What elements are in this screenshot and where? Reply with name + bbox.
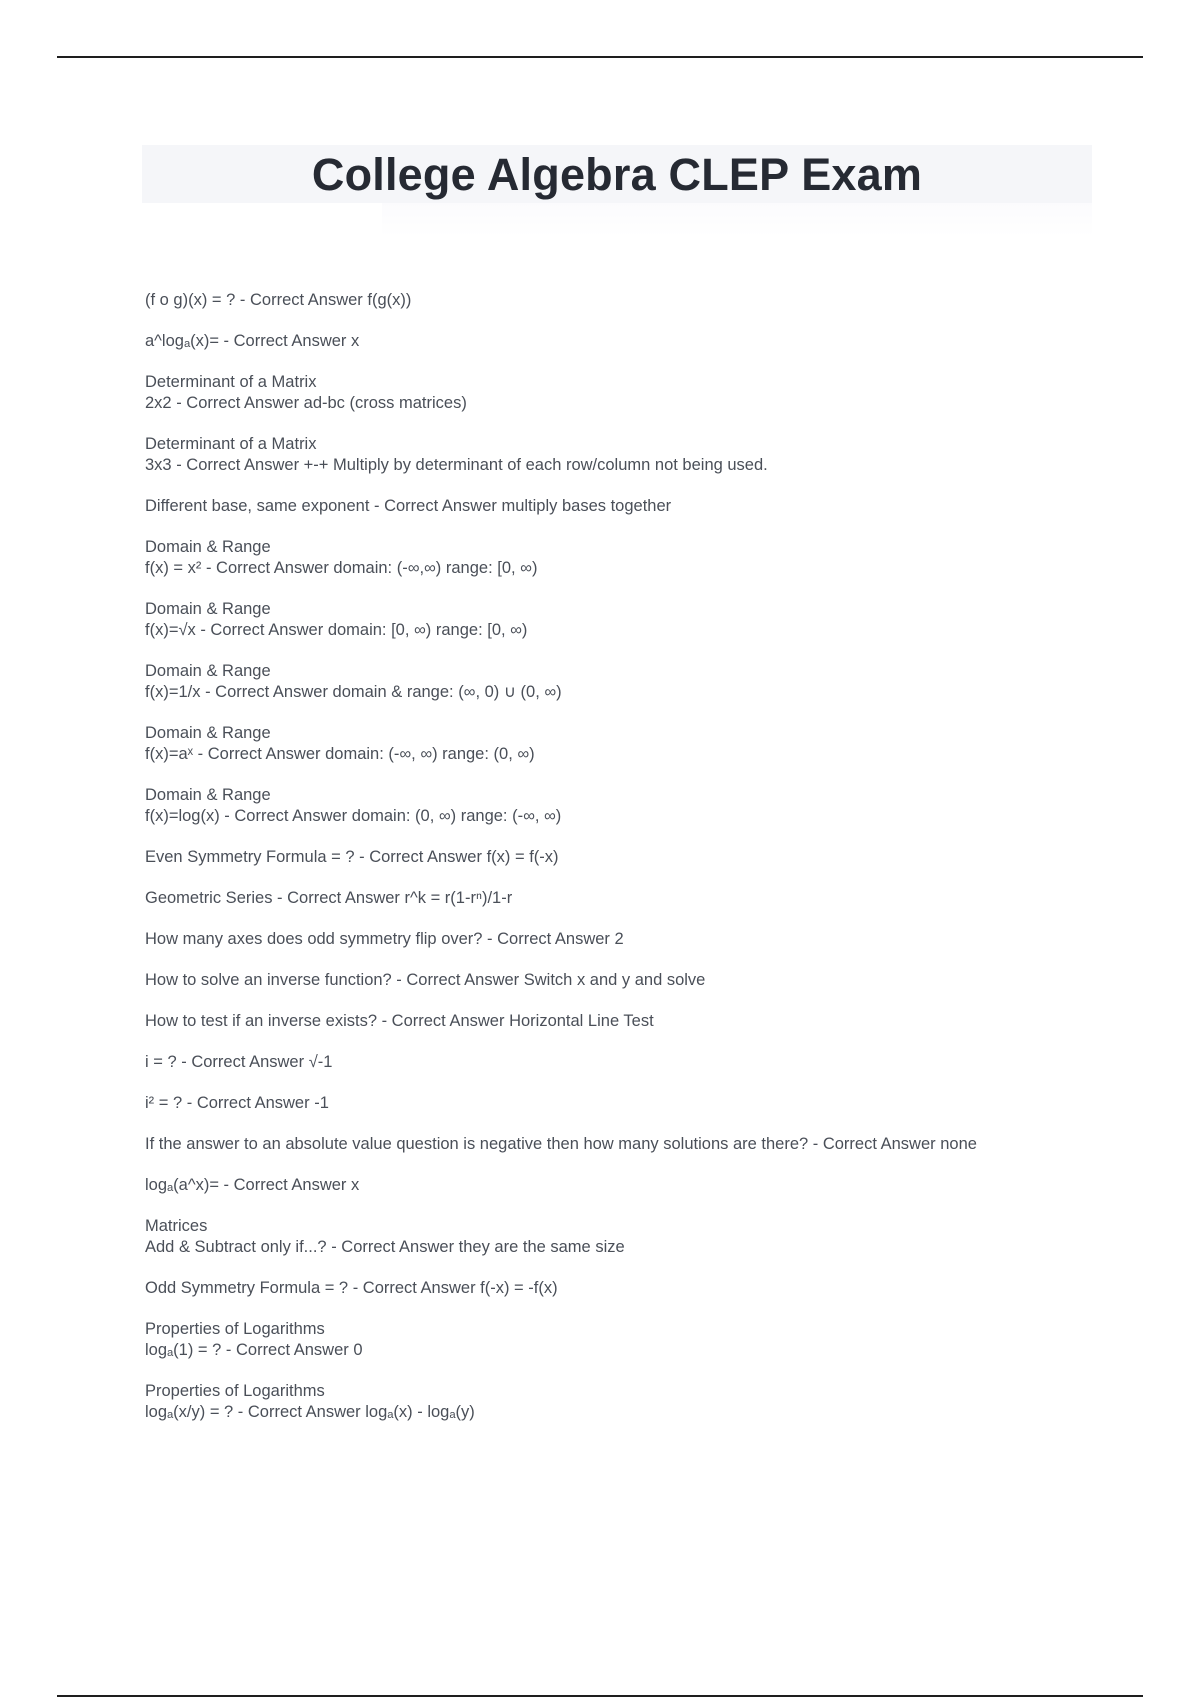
flashcard-question: logₐ(1) = ? xyxy=(145,1341,222,1359)
flashcard-question: How many axes does odd symmetry flip over? xyxy=(145,930,483,948)
flashcard-answer: f(g(x)) xyxy=(367,291,412,309)
flashcard-line xyxy=(145,331,1085,352)
flashcard-line xyxy=(145,1340,1085,1361)
flashcard-heading: Determinant of a Matrix xyxy=(145,435,317,453)
flashcard-line xyxy=(145,290,1085,311)
flashcard-item xyxy=(145,1052,1085,1073)
flashcard-line xyxy=(145,1093,1085,1114)
flashcard-line xyxy=(145,1052,1085,1073)
flashcard-question: f(x)=√x xyxy=(145,621,196,639)
flashcard-item xyxy=(145,1175,1085,1196)
flashcard-line xyxy=(145,682,1085,703)
answer-separator: - Correct Answer xyxy=(221,1341,354,1359)
flashcard-answer: none xyxy=(940,1135,977,1153)
flashcard-question: f(x)=aˣ xyxy=(145,745,194,763)
title-banner xyxy=(142,145,1092,203)
flashcard-answer: x xyxy=(351,332,360,350)
flashcard-heading: Domain & Range xyxy=(145,600,271,618)
flashcard-answer: 0 xyxy=(353,1341,363,1359)
flashcard-line xyxy=(145,847,1085,868)
answer-separator: - Correct Answer xyxy=(200,683,333,701)
flashcard-answer: -1 xyxy=(314,1094,329,1112)
flashcard-question: f(x) = x² xyxy=(145,559,202,577)
flashcard-question: Even Symmetry Formula = ? xyxy=(145,848,355,866)
flashcard-answer: r^k = r(1-rⁿ)/1-r xyxy=(404,889,513,907)
flashcard-question: 3x3 xyxy=(145,456,172,474)
flashcard-question: How to test if an inverse exists? xyxy=(145,1012,378,1030)
flashcard-item xyxy=(145,1011,1085,1032)
flashcard-item xyxy=(145,1216,1085,1258)
flashcard-heading: Domain & Range xyxy=(145,724,271,742)
flashcard-line xyxy=(145,1278,1085,1299)
flashcard-answer: 2 xyxy=(614,930,624,948)
answer-separator: - Correct Answer xyxy=(233,1403,366,1421)
flashcard-question: Add & Subtract only if...? xyxy=(145,1238,327,1256)
answer-separator: - Correct Answer xyxy=(171,394,304,412)
answer-separator: - Correct Answer xyxy=(377,1012,510,1030)
answer-separator: - Correct Answer xyxy=(195,621,328,639)
flashcard-item xyxy=(145,888,1085,909)
flashcard-question: i² = ? xyxy=(145,1094,183,1112)
flashcard-question: (f o g)(x) = ? xyxy=(145,291,236,309)
flashcard-answer: domain: (-∞,∞) range: [0, ∞) xyxy=(333,559,538,577)
flashcard-line xyxy=(145,1402,1085,1423)
flashcard-item xyxy=(145,1134,1085,1155)
flashcard-answer: they are the same size xyxy=(458,1238,625,1256)
flashcard-line xyxy=(145,558,1085,579)
flashcard-question: Odd Symmetry Formula = ? xyxy=(145,1279,349,1297)
flashcard-heading: Matrices xyxy=(145,1217,208,1235)
flashcard-item xyxy=(145,290,1085,311)
flashcard-item xyxy=(145,1278,1085,1299)
flashcard-answer: multiply bases together xyxy=(501,497,672,515)
flashcard-answer: f(-x) = -f(x) xyxy=(480,1279,558,1297)
flashcard-question: If the answer to an absolute value question is negative then how many solutions are there? xyxy=(145,1135,809,1153)
flashcard-list xyxy=(145,290,1085,1443)
answer-separator: - Correct Answer xyxy=(354,848,487,866)
answer-separator: - Correct Answer xyxy=(482,930,615,948)
answer-separator: - Correct Answer xyxy=(808,1135,941,1153)
flashcard-item xyxy=(145,372,1085,414)
flashcard-heading: Domain & Range xyxy=(145,538,271,556)
flashcard-question: i = ? xyxy=(145,1053,177,1071)
flashcard-question: f(x)=1/x xyxy=(145,683,201,701)
answer-separator: - Correct Answer xyxy=(348,1279,481,1297)
flashcard-line xyxy=(145,888,1085,909)
answer-separator: - Correct Answer xyxy=(176,1053,309,1071)
flashcard-question: logₐ(a^x)= xyxy=(145,1176,219,1194)
answer-separator: - Correct Answer xyxy=(182,1094,315,1112)
flashcard-heading: Domain & Range xyxy=(145,786,271,804)
flashcard-answer: Switch x and y and solve xyxy=(523,971,706,989)
top-rule xyxy=(57,56,1143,58)
flashcard-line xyxy=(145,1011,1085,1032)
flashcard-item xyxy=(145,1093,1085,1114)
answer-separator: - Correct Answer xyxy=(326,1238,459,1256)
flashcard-line xyxy=(145,970,1085,991)
flashcard-item xyxy=(145,1319,1085,1361)
flashcard-item xyxy=(145,331,1085,352)
flashcard-question: Different base, same exponent xyxy=(145,497,370,515)
flashcard-answer: domain & range: (∞, 0) ∪ (0, ∞) xyxy=(332,683,562,701)
answer-separator: - Correct Answer xyxy=(391,971,524,989)
flashcard-item xyxy=(145,496,1085,517)
flashcard-item xyxy=(145,723,1085,765)
bottom-rule xyxy=(57,1695,1143,1697)
flashcard-line xyxy=(145,744,1085,765)
flashcard-item xyxy=(145,434,1085,476)
answer-separator: - Correct Answer xyxy=(193,745,326,763)
flashcard-answer: domain: (0, ∞) range: (-∞, ∞) xyxy=(351,807,562,825)
flashcard-item xyxy=(145,599,1085,641)
flashcard-item xyxy=(145,847,1085,868)
flashcard-answer: f(x) = f(-x) xyxy=(486,848,559,866)
flashcard-line xyxy=(145,929,1085,950)
flashcard-answer: domain: [0, ∞) range: [0, ∞) xyxy=(327,621,528,639)
flashcard-line xyxy=(145,393,1085,414)
flashcard-question: Geometric Series xyxy=(145,889,273,907)
flashcard-item xyxy=(145,785,1085,827)
flashcard-item xyxy=(145,929,1085,950)
flashcard-answer: domain: (-∞, ∞) range: (0, ∞) xyxy=(325,745,535,763)
flashcard-line xyxy=(145,1237,1085,1258)
answer-separator: - Correct Answer xyxy=(218,1176,351,1194)
flashcard-item xyxy=(145,970,1085,991)
flashcard-question: How to solve an inverse function? xyxy=(145,971,392,989)
flashcard-answer: ad-bc (cross matrices) xyxy=(303,394,467,412)
flashcard-line xyxy=(145,620,1085,641)
flashcard-heading: Determinant of a Matrix xyxy=(145,373,317,391)
flashcard-heading: Properties of Logarithms xyxy=(145,1382,325,1400)
flashcard-answer: x xyxy=(351,1176,360,1194)
flashcard-answer: +-+ Multiply by determinant of each row/column not being used. xyxy=(303,456,768,474)
flashcard-item xyxy=(145,537,1085,579)
answer-separator: - Correct Answer xyxy=(272,889,405,907)
flashcard-answer: √-1 xyxy=(308,1053,333,1071)
answer-separator: - Correct Answer xyxy=(219,807,352,825)
flashcard-heading: Domain & Range xyxy=(145,662,271,680)
flashcard-question: f(x)=log(x) xyxy=(145,807,220,825)
flashcard-question: 2x2 xyxy=(145,394,172,412)
answer-separator: - Correct Answer xyxy=(201,559,334,577)
flashcard-heading: Properties of Logarithms xyxy=(145,1320,325,1338)
document-title: College Algebra CLEP Exam xyxy=(311,148,923,200)
flashcard-answer: Horizontal Line Test xyxy=(509,1012,654,1030)
flashcard-item xyxy=(145,1381,1085,1423)
flashcard-question: a^logₐ(x)= xyxy=(145,332,219,350)
answer-separator: - Correct Answer xyxy=(369,497,502,515)
flashcard-line xyxy=(145,455,1085,476)
flashcard-answer: logₐ(x) - logₐ(y) xyxy=(365,1403,475,1421)
flashcard-line xyxy=(145,1175,1085,1196)
answer-separator: - Correct Answer xyxy=(235,291,368,309)
answer-separator: - Correct Answer xyxy=(218,332,351,350)
flashcard-line xyxy=(145,496,1085,517)
flashcard-item xyxy=(145,661,1085,703)
flashcard-question: logₐ(x/y) = ? xyxy=(145,1403,234,1421)
answer-separator: - Correct Answer xyxy=(171,456,304,474)
flashcard-line xyxy=(145,806,1085,827)
flashcard-line xyxy=(145,1134,1085,1155)
